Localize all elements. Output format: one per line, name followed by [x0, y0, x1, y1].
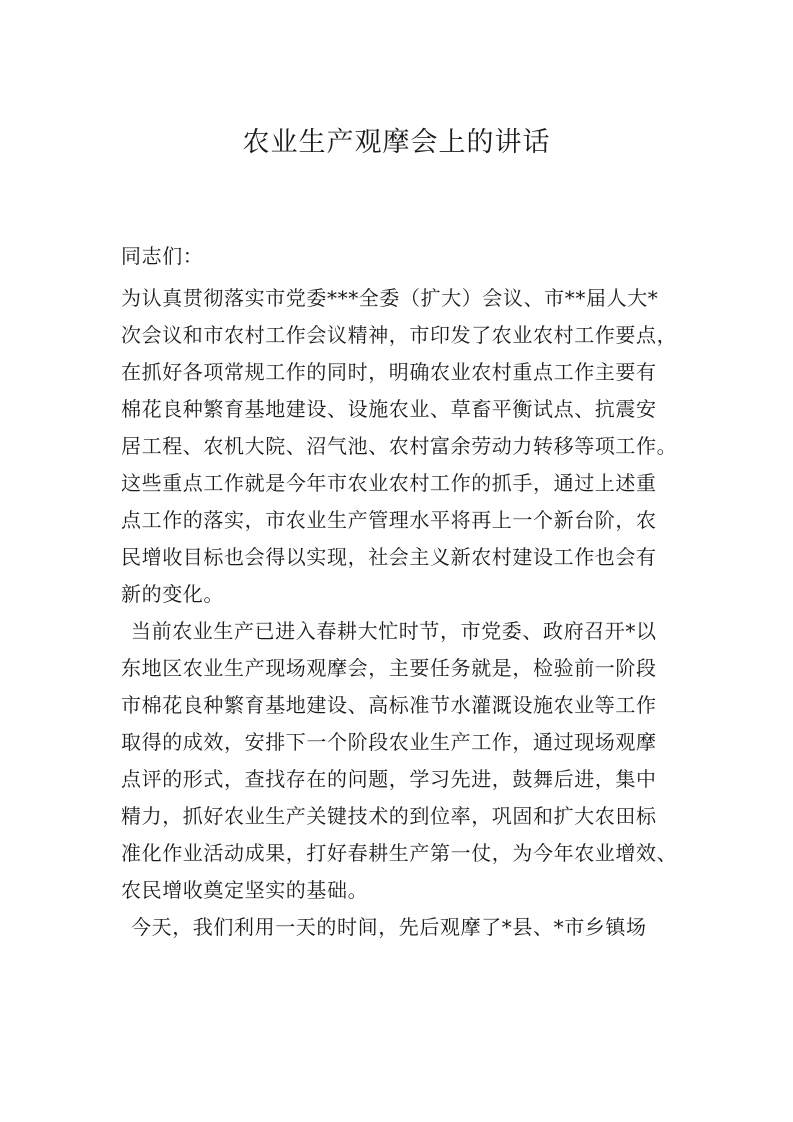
paragraph-line: 取得的成效，安排下一个阶段农业生产工作，通过现场观摩 — [121, 730, 657, 754]
paragraph-line: 为认真贯彻落实市党委***全委（扩大）会议、市**届人大* — [121, 286, 659, 310]
paragraph-1 — [121, 280, 681, 613]
paragraph-line: 棉花良种繁育基地建设、设施农业、草畜平衡试点、抗震安 — [121, 397, 657, 421]
paragraph-line: 点工作的落实，市农业生产管理水平将再上一个新台阶，农 — [121, 508, 657, 532]
paragraph-line: 今天，我们利用一天的时间，先后观摩了*县、*市乡镇场 — [131, 915, 647, 939]
paragraph-2 — [121, 613, 681, 909]
paragraph-line: 点评的形式，查找存在的问题，学习先进，鼓舞后进，集中 — [121, 767, 657, 791]
paragraph-line: 当前农业生产已进入春耕大忙时节，市党委、政府召开*以 — [131, 619, 657, 643]
paragraph-line: 民增收目标也会得以实现，社会主义新农村建设工作也会有 — [121, 545, 657, 569]
paragraph-line: 居工程、农机大院、沼气池、农村富余劳动力转移等项工作。 — [121, 434, 678, 458]
paragraph-line: 在抓好各项常规工作的同时，明确农业农村重点工作主要有 — [121, 360, 657, 384]
paragraph-line: 农民增收奠定坚实的基础。 — [121, 878, 369, 902]
paragraph-line: 精力，抓好农业生产关键技术的到位率，巩固和扩大农田标 — [121, 804, 657, 828]
paragraph-line: 东地区农业生产现场观摩会，主要任务就是，检验前一阶段 — [121, 656, 657, 680]
paragraph-line: 准化作业活动成果，打好春耕生产第一仗，为今年农业增效、 — [121, 841, 678, 865]
paragraph-3 — [121, 909, 681, 946]
greeting: 同志们： — [121, 244, 204, 268]
document-title: 农业生产观摩会上的讲话 — [242, 127, 551, 158]
paragraph-line: 市棉花良种繁育基地建设、高标准节水灌溉设施农业等工作 — [121, 693, 657, 717]
document-body — [121, 232, 681, 946]
paragraph-line: 这些重点工作就是今年市农业农村工作的抓手，通过上述重 — [121, 471, 657, 495]
paragraph-line: 新的变化。 — [121, 582, 224, 606]
paragraph-line: 次会议和市农村工作会议精神，市印发了农业农村工作要点， — [121, 323, 678, 347]
